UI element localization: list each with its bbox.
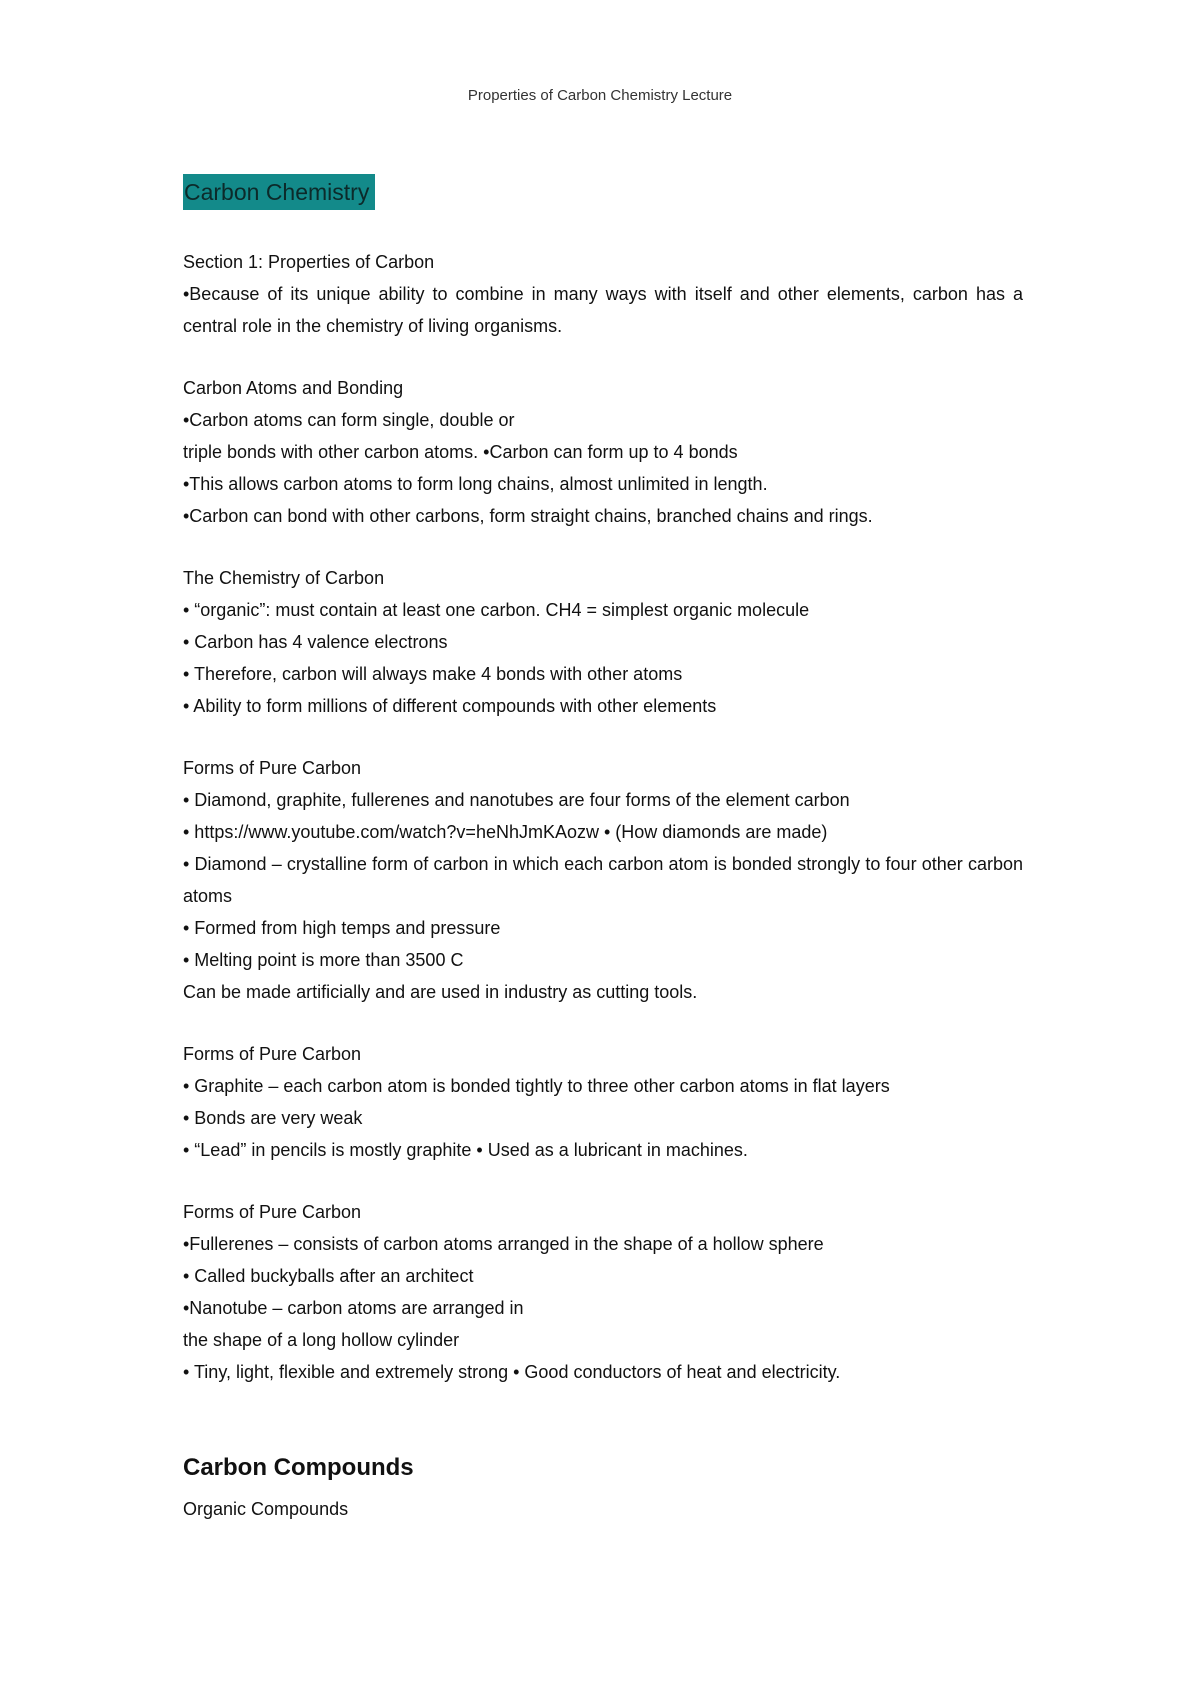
bullet-line: • Formed from high temps and pressure	[183, 918, 501, 938]
bullet-line: • https://www.youtube.com/watch?v=heNhJmKAozw • (How diamonds are made)	[183, 822, 828, 842]
section-heading: Section 1: Properties of Carbon	[183, 252, 435, 272]
bullet-line: the shape of a long hollow cylinder	[183, 1330, 460, 1350]
bullet-line: triple bonds with other carbon atoms. •Carbon can form up to 4 bonds	[183, 442, 738, 462]
bullet-line: • Tiny, light, flexible and extremely strong • Good conductors of heat and electricity.	[183, 1362, 841, 1382]
compounds-subheading: Organic Compounds	[183, 1499, 349, 1519]
bullet-line: •Carbon atoms can form single, double or	[183, 410, 515, 430]
bullet-line: • Called buckyballs after an architect	[183, 1266, 474, 1286]
bullet-line: •Nanotube – carbon atoms are arranged in	[183, 1298, 524, 1318]
section-forms-of-pure-carbon-1	[183, 752, 1023, 1008]
section-heading: Forms of Pure Carbon	[183, 758, 362, 778]
bullet-line: • Bonds are very weak	[183, 1108, 363, 1128]
bullet-line: •This allows carbon atoms to form long chains, almost unlimited in length.	[183, 474, 768, 494]
bullet-line: •Carbon can bond with other carbons, form straight chains, branched chains and rings.	[183, 506, 873, 526]
bullet-line: • Therefore, carbon will always make 4 bonds with other atoms	[183, 664, 683, 684]
bullet-line: • Diamond, graphite, fullerenes and nanotubes are four forms of the element carbon	[183, 790, 850, 810]
section-heading: Forms of Pure Carbon	[183, 1202, 362, 1222]
bullet-line: • Diamond – crystalline form of carbon in which each carbon atom is bonded strongly to four other carbon atoms	[183, 854, 1023, 906]
bullet-line: • Ability to form millions of different compounds with other elements	[183, 696, 717, 716]
section-forms-of-pure-carbon-3	[183, 1196, 1023, 1388]
bullet-line: Can be made artificially and are used in industry as cutting tools.	[183, 982, 698, 1002]
bullet-line: • “organic”: must contain at least one carbon. CH4 = simplest organic molecule	[183, 600, 810, 620]
bullet-line: • “Lead” in pencils is mostly graphite • Used as a lubricant in machines.	[183, 1140, 748, 1160]
document-body	[183, 174, 1023, 1526]
compounds-heading: Carbon Compounds	[183, 1454, 414, 1481]
bullet-line: •Fullerenes – consists of carbon atoms arranged in the shape of a hollow sphere	[183, 1234, 824, 1254]
bullet-line: • Melting point is more than 3500 C	[183, 950, 464, 970]
section-heading: Carbon Atoms and Bonding	[183, 378, 404, 398]
section-atoms-bonding	[183, 372, 1023, 532]
section-heading: Forms of Pure Carbon	[183, 1044, 362, 1064]
document-title: Carbon Chemistry	[183, 174, 375, 210]
section-heading: The Chemistry of Carbon	[183, 568, 385, 588]
section-properties	[183, 246, 1023, 342]
bullet-line: • Graphite – each carbon atom is bonded tightly to three other carbon atoms in flat layers	[183, 1076, 890, 1096]
paragraph: •Because of its unique ability to combine in many ways with itself and other elements, carbon has a central role in the chemistry of living organisms.	[183, 284, 1023, 336]
section-chemistry-of-carbon	[183, 562, 1023, 722]
section-forms-of-pure-carbon-2	[183, 1038, 1023, 1166]
bullet-line: • Carbon has 4 valence electrons	[183, 632, 448, 652]
running-header: Properties of Carbon Chemistry Lecture	[467, 87, 733, 104]
